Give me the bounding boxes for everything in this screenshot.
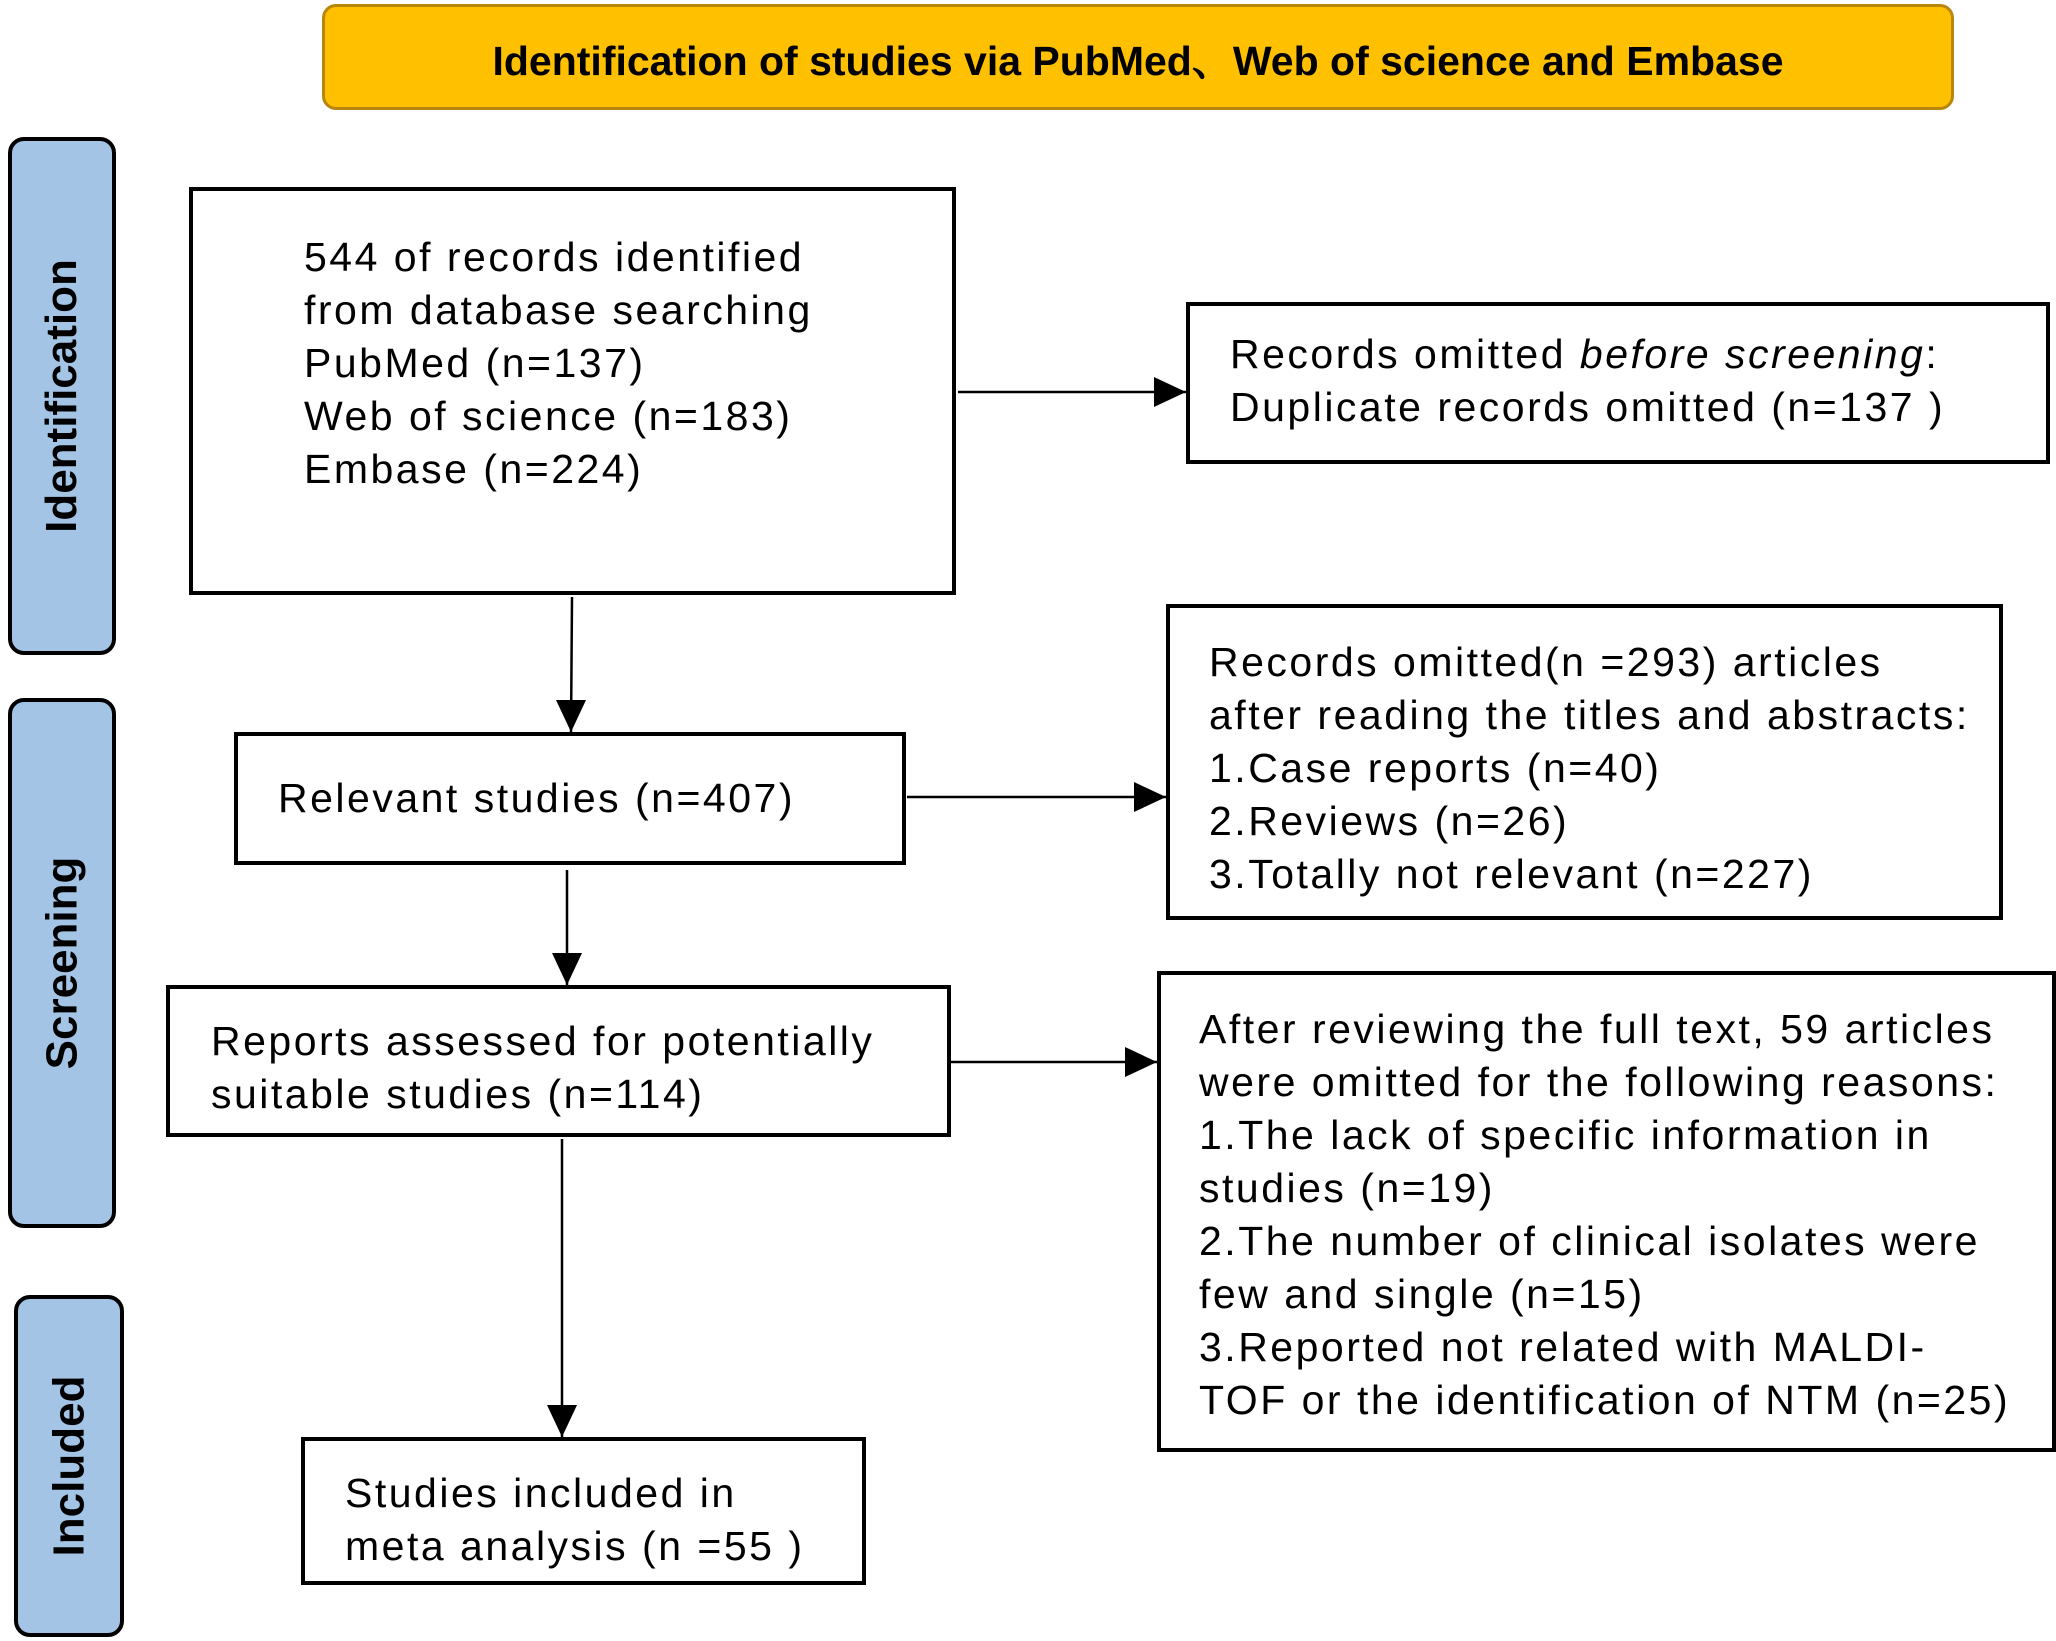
- arrowhead-down: [552, 953, 582, 985]
- phase-screening-label: Screening: [37, 856, 86, 1070]
- fulltext-omitted-line: 2.The number of clinical isolates were: [1199, 1218, 1980, 1264]
- arrowhead-right: [1154, 377, 1186, 407]
- fulltext-omitted-line: were omitted for the following reasons:: [1199, 1059, 1999, 1105]
- arrowhead-down: [556, 700, 586, 732]
- studies-included-line: meta analysis (n =55 ): [345, 1523, 805, 1569]
- records-identified-line: Embase (n=224): [304, 446, 644, 492]
- arrowhead-down: [547, 1405, 577, 1437]
- phase-included-label: Included: [44, 1375, 93, 1557]
- records-identified-line: from database searching: [304, 287, 813, 333]
- fulltext-omitted-line: TOF or the identification of NTM (n=25): [1199, 1377, 2011, 1423]
- fulltext-omitted-line: 1.The lack of specific information in: [1199, 1112, 1932, 1158]
- studies-included-line: Studies included in: [345, 1470, 737, 1516]
- records-omitted-titles-line: 1.Case reports (n=40): [1209, 745, 1662, 791]
- phase-identification-label: Identification: [37, 259, 86, 533]
- reports-assessed-line: suitable studies (n=114): [211, 1071, 705, 1117]
- arrowhead-right: [1125, 1047, 1157, 1077]
- records-omitted-titles-line: Records omitted(n =293) articles: [1209, 639, 1883, 685]
- banner-title: Identification of studies via PubMed、Web of science and Embase: [492, 37, 1784, 84]
- records-omitted-titles-line: 3.Totally not relevant (n=227): [1209, 851, 1814, 897]
- fulltext-omitted-line: few and single (n=15): [1199, 1271, 1645, 1317]
- records-omitted-titles-line: after reading the titles and abstracts:: [1209, 692, 1970, 738]
- reports-assessed-line: Reports assessed for potentially: [211, 1018, 875, 1064]
- fulltext-omitted-line: 3.Reported not related with MALDI-: [1199, 1324, 1927, 1370]
- records-omitted-before-line2: Duplicate records omitted (n=137 ): [1230, 384, 1946, 430]
- fulltext-omitted-line: After reviewing the full text, 59 articles: [1199, 1006, 1995, 1052]
- records-identified-line: PubMed (n=137): [304, 340, 646, 386]
- records-identified-line: Web of science (n=183): [304, 393, 793, 439]
- relevant-studies-text: Relevant studies (n=407): [278, 775, 795, 821]
- arrowhead-right: [1134, 782, 1166, 812]
- records-omitted-before-line1: Records omitted before screening:: [1230, 331, 1940, 377]
- records-identified-line: 544 of records identified: [304, 234, 805, 280]
- fulltext-omitted-line: studies (n=19): [1199, 1165, 1495, 1211]
- records-omitted-titles-line: 2.Reviews (n=26): [1209, 798, 1570, 844]
